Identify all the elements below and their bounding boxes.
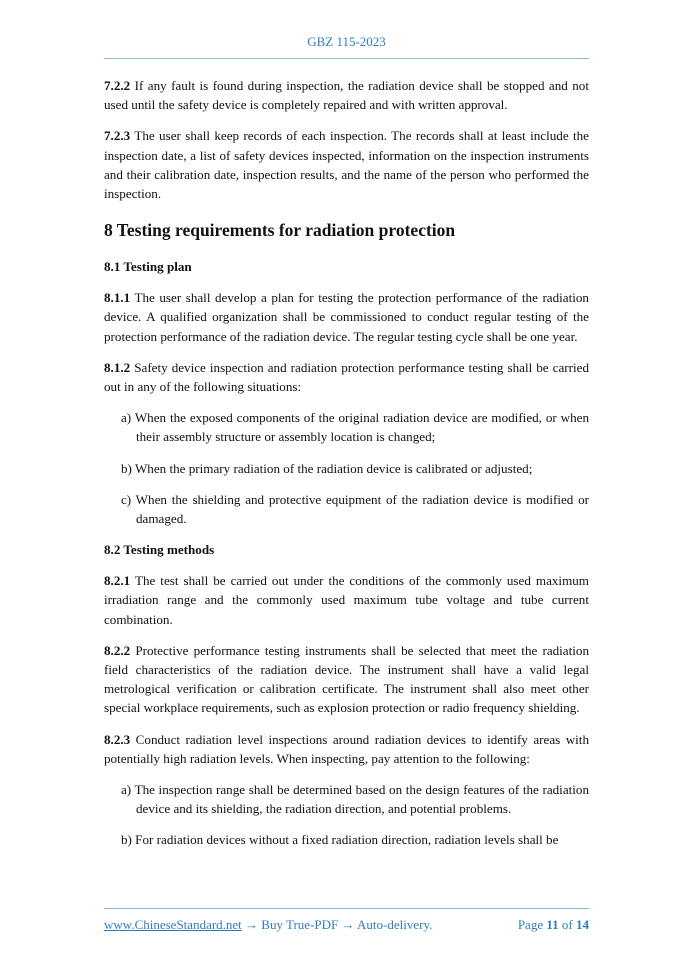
page-total: 14 [576, 917, 589, 932]
clause-number: 8.1.2 [104, 359, 131, 375]
clause-7-2-2 [104, 76, 589, 114]
clause-number: 8.2.2 [104, 642, 131, 658]
buy-pdf-link[interactable]: Buy True-PDF [261, 917, 339, 932]
page-number: 11 [546, 917, 559, 932]
clause-8-2-1 [104, 571, 589, 629]
clause-text: If any fault is found during inspection, the radiation device shall be stopped and not used until the safety device is completely repaired and with written approval. [104, 78, 589, 113]
subsection-8-2-heading: 8.2 Testing methods [104, 542, 215, 558]
clause-text: Protective performance testing instruments shall be selected that meet the radiation field characteristics of the radiation device. The instrument shall have a valid legal metrological verification or calibration certificate. The instrument shall also meet other special workplace requirements, such as explosion protection or radio frequency shielding. [104, 642, 589, 716]
list-item-c: c) When the shielding and protective equipment of the radiation device is modified or damaged. [121, 491, 589, 527]
list-item-b: b) For radiation devices without a fixed radiation direction, radiation levels shall be [121, 832, 559, 848]
clause-text: The user shall keep records of each inspection. The records shall at least include the inspection date, a list of safety devices inspected, information on the inspection instruments and their calibration date, inspection results, and the name of the person who performed the inspection. [104, 128, 589, 202]
arrow-right-icon: → [341, 917, 355, 932]
document-code: GBZ 115-2023 [307, 34, 386, 49]
clause-number: 8.1.1 [104, 290, 131, 306]
footer-promo [104, 917, 432, 933]
clause-7-2-3 [104, 126, 589, 203]
clause-8-2-3 [104, 730, 589, 768]
page-label: Page [517, 917, 544, 932]
clause-number: 8.2.3 [104, 731, 131, 747]
page-content [104, 76, 589, 862]
list-item-b: b) When the primary radiation of the radiation device is calibrated or adjusted; [121, 460, 533, 476]
page-header [104, 34, 589, 50]
list-item-a: a) When the exposed components of the original radiation device are modified, or when their assembly structure or assembly location is changed; [121, 410, 589, 445]
page-indicator [518, 917, 589, 933]
clause-number: 8.2.1 [104, 573, 131, 589]
auto-delivery-text: Auto-delivery. [357, 917, 433, 932]
header-divider [104, 58, 589, 59]
clause-text: The test shall be carried out under the conditions of the commonly used maximum irradiation range and the commonly used maximum tube voltage and tube current combination. [104, 573, 589, 627]
of-label: of [561, 917, 573, 932]
clause-8-2-2 [104, 641, 589, 718]
footer-divider [104, 908, 589, 909]
clause-text: The user shall develop a plan for testing the protection performance of the radiation device. A qualified organization shall be commissioned to conduct regular testing of the protection performance of the radiation device. The regular testing cycle shall be one year. [104, 290, 589, 344]
clause-text: Conduct radiation level inspections around radiation devices to identify areas with potentially high radiation levels. When inspecting, pay attention to the following: [104, 731, 589, 766]
clause-text: Safety device inspection and radiation protection performance testing shall be carried out in any of the following situations: [104, 359, 589, 395]
website-link[interactable]: www.ChineseStandard.net [104, 917, 242, 932]
clause-number: 7.2.3 [104, 128, 131, 144]
list-item-a: a) The inspection range shall be determined based on the design features of the radiation device and its shielding, the radiation direction, and potential problems. [121, 782, 589, 817]
subsection-8-1-heading: 8.1 Testing plan [104, 259, 192, 275]
section-8-heading: 8 Testing requirements for radiation protection [104, 220, 456, 241]
clause-8-1-2 [104, 358, 589, 396]
clause-8-1-1 [104, 288, 589, 346]
arrow-right-icon: → [245, 917, 259, 932]
clause-number: 7.2.2 [104, 78, 131, 93]
